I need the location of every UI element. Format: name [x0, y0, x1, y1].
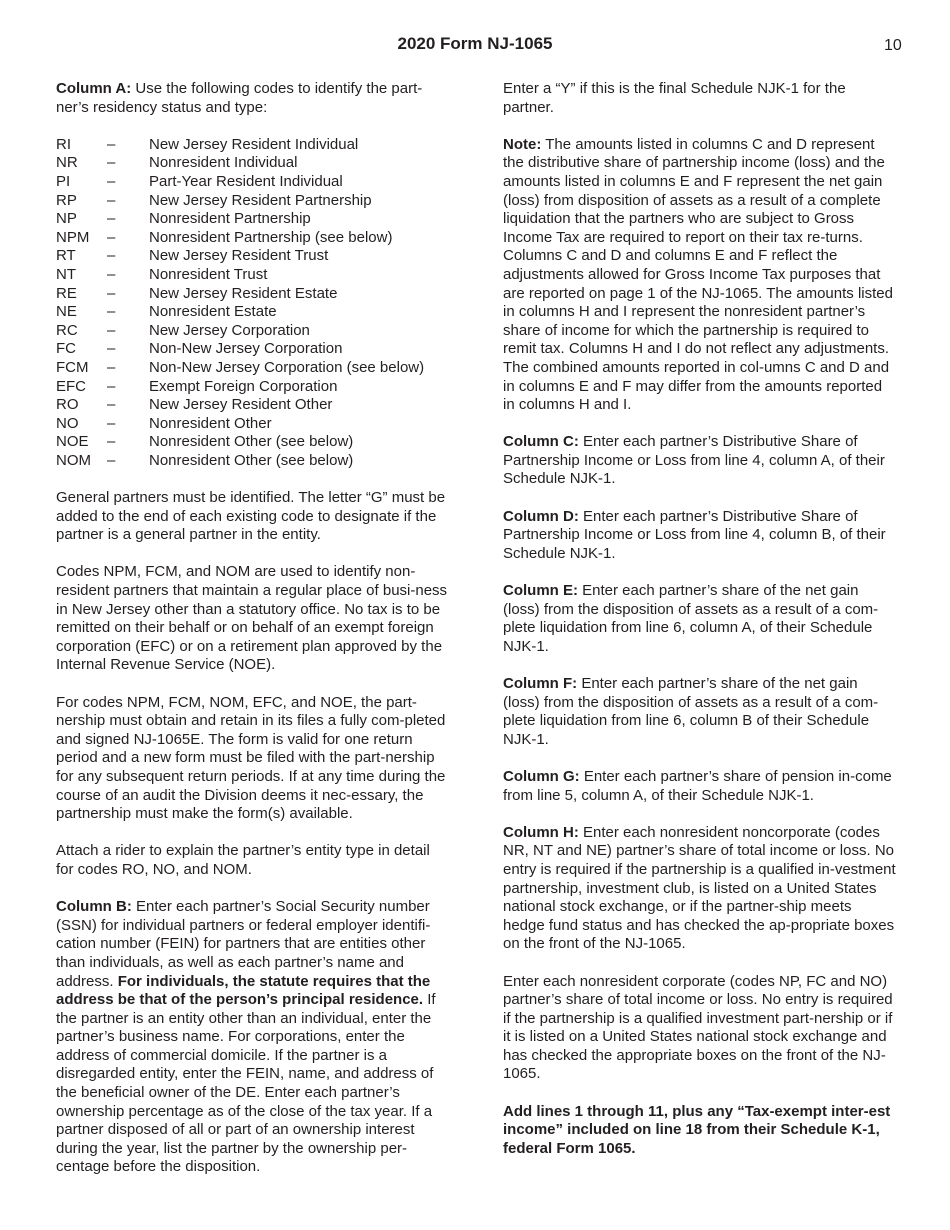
code-abbreviation: NR — [56, 154, 78, 172]
code-row — [56, 192, 448, 211]
code-abbreviation: NP — [56, 210, 77, 228]
left-column — [56, 80, 448, 1196]
column-g-paragraph: Column G: Enter each partner’s share of pension in-come from line 5, column A, of their Schedule NJK-1. — [503, 767, 892, 804]
code-description: Nonresident Other — [149, 414, 272, 432]
code-dash: – — [107, 154, 116, 172]
right-column — [503, 80, 896, 1177]
code-abbreviation: NO — [56, 414, 79, 432]
column-h-paragraph: Column H: Enter each nonresident noncorporate (codes NR, NT and NE) partner’s share of total income or loss. No entry is required if the partnership is a qualified in-vestment partnership, investment club, is listed on a United States national stock exchange, or if the partner-ship meets hedge fund status and has checked the ap-propriate boxes on the front of the NJ-1065. — [503, 823, 896, 953]
code-dash: – — [107, 433, 116, 451]
code-abbreviation: RP — [56, 191, 77, 209]
code-dash: – — [107, 228, 116, 246]
code-row — [56, 322, 448, 341]
code-description: Nonresident Partnership — [149, 210, 311, 228]
column-c-paragraph: Column C: Enter each partner’s Distributive Share of Partnership Income or Loss from line 4, column A, of their Schedule NJK-1. — [503, 433, 885, 488]
code-dash: – — [107, 303, 116, 321]
residency-codes-list — [56, 136, 448, 471]
column-a-intro: Column A: Use the following codes to identify the part-ner’s residency status and type: — [56, 80, 423, 116]
code-description: Nonresident Estate — [149, 303, 277, 321]
code-abbreviation: EFC — [56, 377, 86, 395]
code-dash: – — [107, 172, 116, 190]
code-dash: – — [107, 414, 116, 432]
code-row — [56, 210, 448, 229]
code-dash: – — [107, 135, 116, 153]
code-description: Nonresident Trust — [149, 265, 268, 283]
column-g-label: Column G: — [503, 767, 580, 785]
codes-npm-paragraph: Codes NPM, FCM, and NOM are used to identify non-resident partners that maintain a regular place of busi-ness in New Jersey other than a statutory office. No tax is to be remitted on their behalf or on behalf of an exempt foreign corporation (EFC) or on a retirement plan approved by the Internal Revenue Service (NOE). — [56, 563, 448, 674]
code-dash: – — [107, 247, 116, 265]
code-dash: – — [107, 284, 116, 302]
code-row — [56, 378, 448, 397]
column-d-label: Column D: — [503, 507, 579, 525]
column-f-label: Column F: — [503, 675, 578, 692]
column-f-paragraph: Column F: Enter each partner’s share of the net gain (loss) from the disposition of assets as a result of a com-plete liquidation from line 6, column B of their Schedule NJK-1. — [503, 675, 879, 748]
code-row — [56, 340, 448, 359]
code-row — [56, 452, 448, 471]
note-label: Note: — [503, 135, 542, 153]
code-abbreviation: NOM — [56, 451, 91, 469]
code-abbreviation: NT — [56, 265, 76, 283]
page-title: 2020 Form NJ-1065 — [397, 34, 553, 53]
code-abbreviation: FCM — [56, 358, 89, 376]
code-dash: – — [107, 191, 116, 209]
column-e-paragraph: Column E: Enter each partner’s share of the net gain (loss) from the disposition of assets as a result of a com-plete liquidation from line 6, column A, of their Schedule NJK-1. — [503, 582, 879, 655]
code-row — [56, 136, 448, 155]
principal-residence-statement: For individuals, the statute requires that the address be that of the person’s principal residence. — [56, 972, 431, 1009]
column-c-label: Column C: — [503, 433, 579, 451]
code-abbreviation: RC — [56, 321, 78, 339]
final-schedule-paragraph: Enter a “Y” if this is the final Schedule NJK-1 for the partner. — [503, 80, 846, 116]
nonresident-corporate-paragraph: Enter each nonresident corporate (codes NP, FC and NO) partner’s share of total income or loss. No entry is required if the partnership is a qualified investment part-nership or if it is listed on a United States national stock exchange and has checked the appropriate boxes on the front of the NJ-1065. — [503, 972, 893, 1083]
code-row — [56, 173, 448, 192]
code-description: Non-New Jersey Corporation (see below) — [149, 358, 425, 376]
code-dash: – — [107, 377, 116, 395]
column-a-label: Column A: — [56, 80, 132, 97]
code-dash: – — [107, 340, 116, 358]
code-row — [56, 285, 448, 304]
code-row — [56, 247, 448, 266]
column-e-label: Column E: — [503, 582, 578, 600]
code-description: Exempt Foreign Corporation — [149, 377, 338, 395]
code-dash: – — [107, 396, 116, 414]
general-partners-paragraph: General partners must be identified. The letter “G” must be added to the end of each existing code to designate if the partner is a general partner in the entity. — [56, 489, 446, 544]
column-h-label: Column H: — [503, 823, 579, 841]
code-row — [56, 266, 448, 285]
code-row — [56, 303, 448, 322]
code-abbreviation: RT — [56, 247, 76, 265]
code-description: New Jersey Corporation — [149, 321, 310, 339]
code-row — [56, 359, 448, 378]
code-dash: – — [107, 265, 116, 283]
code-description: Nonresident Other (see below) — [149, 433, 354, 451]
code-row — [56, 415, 448, 434]
code-dash: – — [107, 210, 116, 228]
code-description: Part-Year Resident Individual — [149, 172, 343, 190]
for-codes-paragraph: For codes NPM, FCM, NOM, EFC, and NOE, the part-nership must obtain and retain in its files a fully com-pleted and signed NJ-1065E. The form is valid for one return period and a new form must be filed with the part-nership for any subsequent return periods. If at any time during the course of an audit the Division deems it nec-essary, the partnership must make the form(s) available. — [56, 693, 446, 823]
code-row — [56, 396, 448, 415]
code-dash: – — [107, 358, 116, 376]
page-number: 10 — [884, 37, 902, 54]
note-paragraph: Note: The amounts listed in columns C and D represent the distributive share of partnership income (loss) and the amounts listed in columns E and F represent the net gain (loss) from disposition of assets as a result of a complete liquidation that the partners who are subject to Gross Income Tax are required to report on their tax re-turns. Columns C and D and columns E and F reflect the adjustments allowed for Gross Income Tax purposes that are reported on page 1 of the NJ-1065. The amounts listed in columns H and I represent the nonresident partner’s share of income for which the partnership is required to remit tax. Columns H and I do not reflect any adjustments. The combined amounts reported in col-umns C and D and in columns E and F may differ from the amounts reported in columns H and I. — [503, 135, 893, 414]
add-lines-instruction: Add lines 1 through 11, plus any “Tax-exempt inter-est income” included on line 18 from their Schedule K-1, federal Form 1065. — [503, 1102, 891, 1157]
attach-rider-paragraph: Attach a rider to explain the partner’s entity type in detail for codes RO, NO, and NOM. — [56, 842, 430, 878]
code-description: New Jersey Resident Trust — [149, 247, 329, 265]
column-b-label: Column B: — [56, 898, 132, 916]
code-abbreviation: RO — [56, 396, 79, 414]
code-description: New Jersey Resident Other — [149, 396, 333, 414]
column-d-paragraph: Column D: Enter each partner’s Distributive Share of Partnership Income or Loss from line 4, column B, of their Schedule NJK-1. — [503, 507, 886, 562]
code-abbreviation: NPM — [56, 228, 90, 246]
column-b-paragraph: Column B: Enter each partner’s Social Security number (SSN) for individual partners or federal employer identifi-cation number (FEIN) for partners that are entities other than individuals, as well as each partner’s name and address. For individuals, the statute requires that the address be that of the person’s principal residence. If the partner is an entity other than an individual, enter the partner’s business name. For corporations, enter the address of commercial domicile. If the partner is a disregarded entity, enter the FEIN, name, and address of the beneficial owner of the DE. Enter each partner’s ownership percentage as of the close of the tax year. If a partner disposed of all or part of an ownership interest during the year, list the partner by the ownership per-centage before the disposition. — [56, 898, 436, 1176]
code-description: New Jersey Resident Partnership — [149, 191, 372, 209]
code-abbreviation: FC — [56, 340, 76, 358]
code-abbreviation: RI — [56, 135, 71, 153]
code-dash: – — [107, 321, 116, 339]
code-abbreviation: RE — [56, 284, 77, 302]
code-abbreviation: NOE — [56, 433, 89, 451]
code-abbreviation: NE — [56, 303, 77, 321]
code-row — [56, 229, 448, 248]
code-row — [56, 433, 448, 452]
code-abbreviation: PI — [56, 172, 71, 190]
code-row — [56, 154, 448, 173]
code-description: Nonresident Partnership (see below) — [149, 228, 393, 246]
code-description: Non-New Jersey Corporation — [149, 340, 343, 358]
code-description: Nonresident Individual — [149, 154, 298, 172]
code-description: Nonresident Other (see below) — [149, 451, 354, 469]
code-description: New Jersey Resident Individual — [149, 135, 359, 153]
code-description: New Jersey Resident Estate — [149, 284, 338, 302]
code-dash: – — [107, 451, 116, 469]
